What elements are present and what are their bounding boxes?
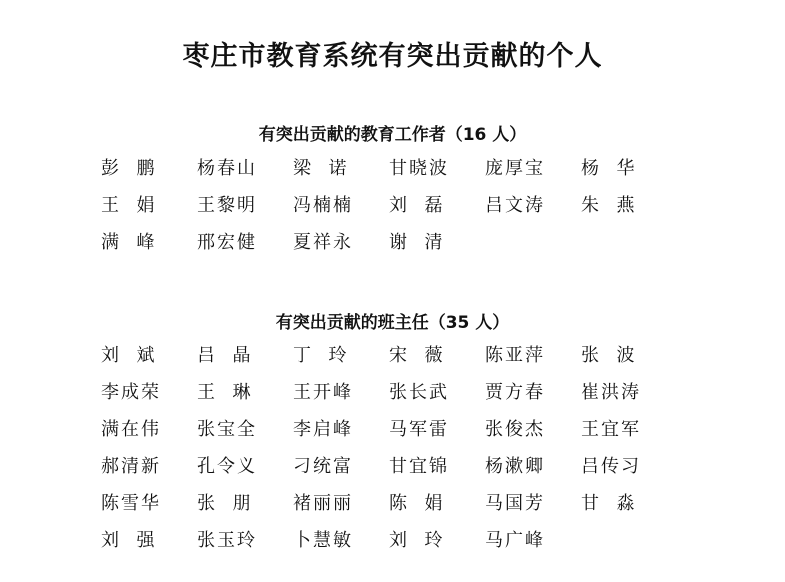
person-name: 张长武 xyxy=(389,382,449,403)
document-title: 枣庄市教育系统有突出贡献的个人 xyxy=(182,41,603,72)
person-name: 甘宜锦 xyxy=(389,456,449,477)
person-name: 王 娟 xyxy=(101,195,157,216)
person-name: 夏祥永 xyxy=(293,232,353,253)
person-name: 张玉玲 xyxy=(197,530,257,551)
person-name: 陈亚萍 xyxy=(485,345,545,366)
person-name: 陈雪华 xyxy=(101,493,161,514)
person-name: 褚丽丽 xyxy=(293,493,353,514)
person-name: 宋 薇 xyxy=(389,345,445,366)
person-name: 孔令义 xyxy=(197,456,257,477)
person-name: 邢宏健 xyxy=(197,232,257,253)
person-name: 张 朋 xyxy=(197,493,253,514)
person-name: 杨 华 xyxy=(581,158,637,179)
person-name: 张俊杰 xyxy=(485,419,545,440)
person-name: 满在伟 xyxy=(101,419,161,440)
person-name: 崔洪涛 xyxy=(581,382,641,403)
class-teachers-name-grid xyxy=(101,337,677,559)
person-name: 卜慧敏 xyxy=(293,530,353,551)
person-name: 刁统富 xyxy=(293,456,353,477)
person-name: 刘 斌 xyxy=(101,345,157,366)
person-name: 谢 清 xyxy=(389,232,445,253)
person-name: 王黎明 xyxy=(197,195,257,216)
person-name: 李启峰 xyxy=(293,419,353,440)
person-name: 张宝全 xyxy=(197,419,257,440)
person-name: 吕文涛 xyxy=(485,195,545,216)
person-name: 郝清新 xyxy=(101,456,161,477)
person-name: 王开峰 xyxy=(293,382,353,403)
person-name: 马国芳 xyxy=(485,493,545,514)
person-name: 彭 鹏 xyxy=(101,158,157,179)
person-name: 吕 晶 xyxy=(197,345,253,366)
section-title-class-teachers: 有突出贡献的班主任（35 人） xyxy=(275,313,510,333)
person-name: 刘 玲 xyxy=(389,530,445,551)
person-name: 王 琳 xyxy=(197,382,253,403)
person-name: 吕传习 xyxy=(581,456,641,477)
person-name: 陈 娟 xyxy=(389,493,445,514)
person-name: 马军雷 xyxy=(389,419,449,440)
person-name: 刘 强 xyxy=(101,530,157,551)
person-name: 杨漱卿 xyxy=(485,456,545,477)
educators-name-grid xyxy=(101,150,677,261)
person-name: 丁 玲 xyxy=(293,345,349,366)
section-title-educators: 有突出贡献的教育工作者（16 人） xyxy=(258,125,527,145)
person-name: 王宜军 xyxy=(581,419,641,440)
person-name: 甘晓波 xyxy=(389,158,449,179)
person-name: 梁 诺 xyxy=(293,158,349,179)
person-name: 张 波 xyxy=(581,345,637,366)
person-name: 马广峰 xyxy=(485,530,545,551)
person-name: 庞厚宝 xyxy=(485,158,545,179)
person-name: 刘 磊 xyxy=(389,195,445,216)
person-name: 朱 燕 xyxy=(581,195,637,216)
person-name: 李成荣 xyxy=(101,382,161,403)
person-name: 满 峰 xyxy=(101,232,157,253)
person-name: 贾方春 xyxy=(485,382,545,403)
person-name: 甘 淼 xyxy=(581,493,637,514)
person-name: 杨春山 xyxy=(197,158,257,179)
person-name: 冯楠楠 xyxy=(293,195,353,216)
